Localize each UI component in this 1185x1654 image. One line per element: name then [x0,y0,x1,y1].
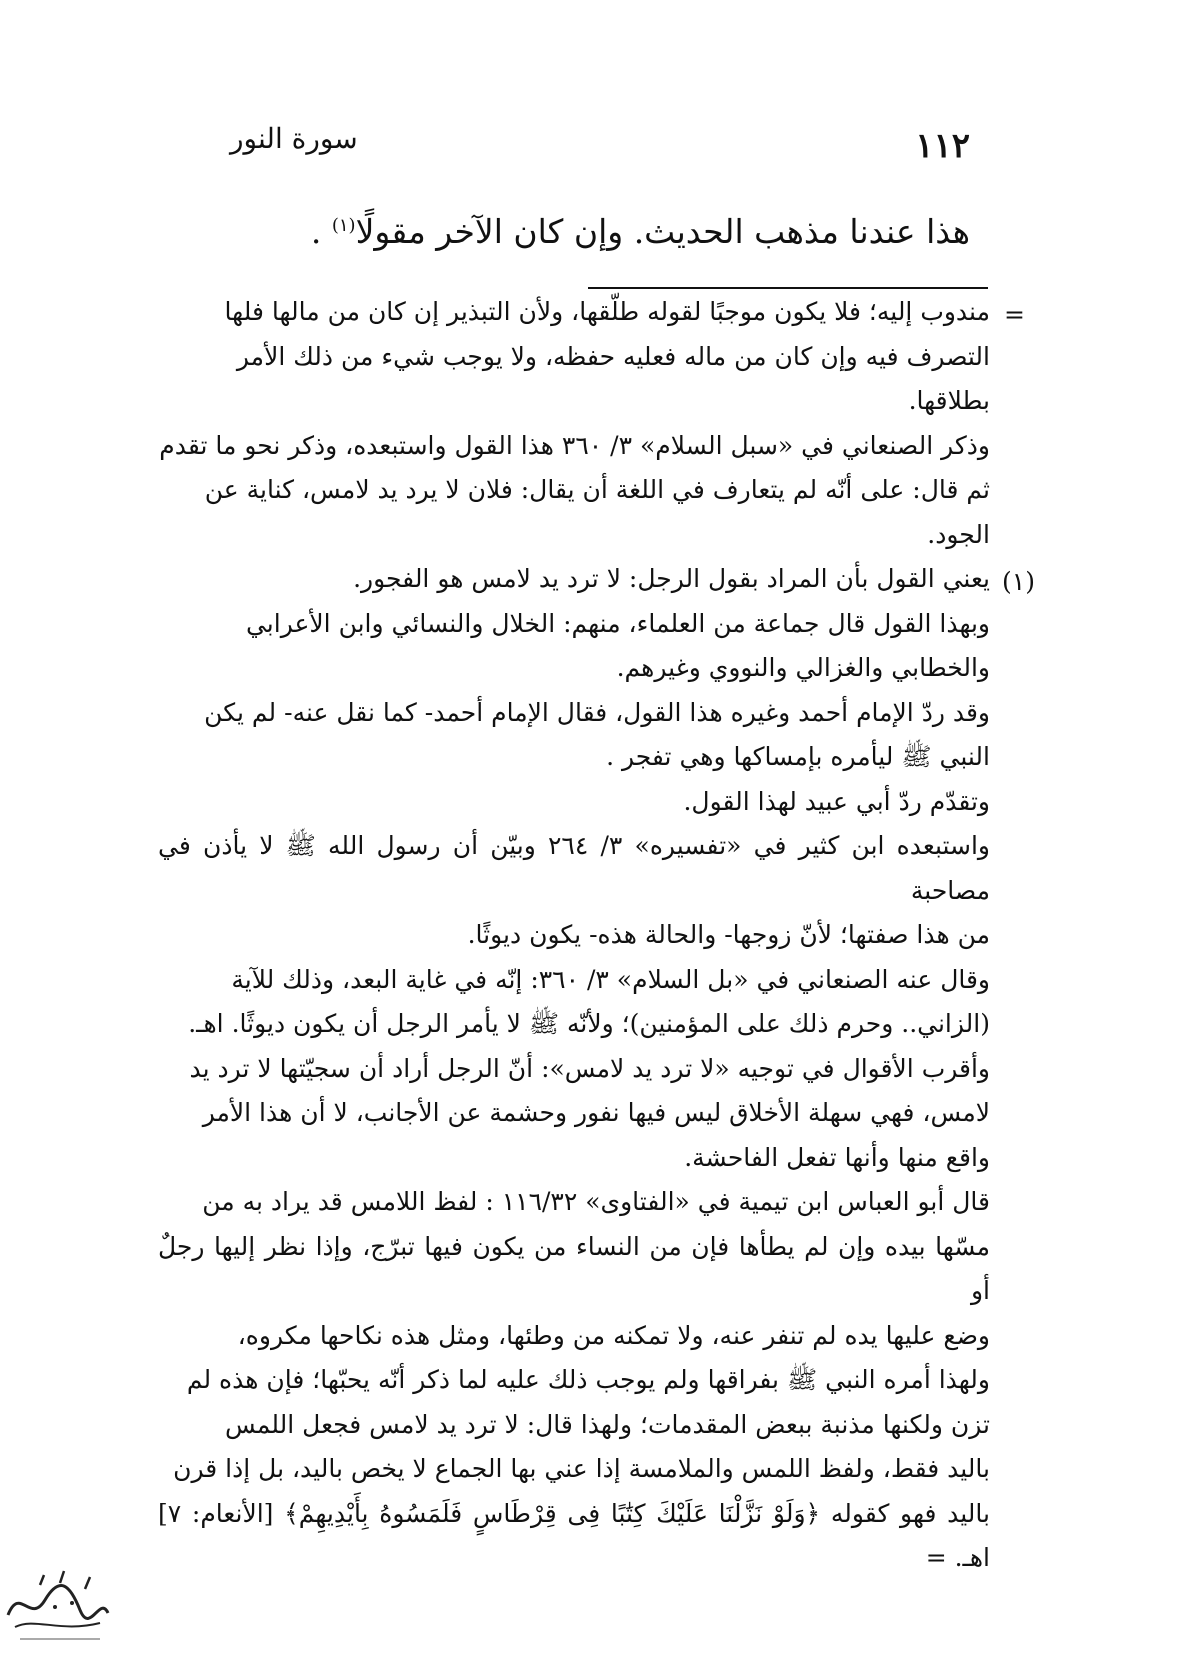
footnote-line: ولهذا أمره النبي ﷺ بفراقها ولم يوجب ذلك عليه لما ذكر أنّه يحبّها؛ فإن هذه لم [186,1365,990,1394]
footnote-line: تزن ولكنها مذنبة ببعض المقدمات؛ ولهذا قال: لا ترد يد لامس فجعل اللمس [225,1409,990,1439]
footnote-line: وبهذا القول قال جماعة من العلماء، منهم: الخلال والنسائي وابن الأعرابي [245,608,990,638]
footnote-line: مندوب إليه؛ فلا يكون موجبًا لقوله طلّقها، ولأن التبذير إن كان من مالها فلها [224,297,990,326]
footnote-line: باليد فقط، ولفظ اللمس والملامسة إذا عني بها الجماع لا يخص باليد، بل إذا قرن [173,1454,990,1483]
continuation-mark: = [1004,300,1025,329]
footnote-line: يعني القول بأن المراد بقول الرجل: لا ترد يد لامس هو الفجور. [353,564,990,593]
footnote-line: وأقرب الأقوال في توجيه «لا ترد يد لامس»: أنّ الرجل أراد أن سجيّتها لا ترد يد [189,1053,990,1083]
footnote-line: التصرف فيه وإن كان من ماله فعليه حفظه، ولا يوجب شيء من ذلك الأمر [236,341,990,371]
main-body-text [210,196,970,262]
footnote-line: لامس، فهي سهلة الأخلاق ليس فيها نفور وحشمة عن الأجانب، لا أن هذا الأمر [202,1098,990,1127]
footnote-line: وقال عنه الصنعاني في «بل السلام» ٣/ ٣٦٠: إنّه في غاية البعد، وذلك للآية [231,964,990,994]
footnote-line: ثم قال: على أنّه لم يتعارف في اللغة أن يقال: فلان لا يرد يد لامس، كناية عن [204,475,990,504]
page-number: ١١٢ [915,126,970,166]
footnote-line: وضع عليها يده لم تنفر عنه، ولا تمكنه من وطئها، ومثل هذه نكاحها مكروه، [237,1320,990,1350]
footnote-separator [588,287,988,289]
publisher-logo [0,1555,115,1650]
footnote-line: واستبعده ابن كثير في «تفسيره» ٣/ ٢٦٤ وبيّن أن رسول الله ﷺ لا يأذن في مصاحبة [158,831,991,905]
footnote-line: وتقدّم ردّ أبي عبيد لهذا القول. [683,786,990,816]
page-header [230,118,970,168]
footnote-line: بطلاقها. [908,386,990,415]
footnote-number: (١) [1002,567,1035,596]
footnote-line: النبي ﷺ ليأمره بإمساكها وهي تفجر . [606,742,990,771]
footnote-line: الجود. [927,519,990,549]
footnote-line: باليد فهو كقوله ﴿وَلَوْ نَزَّلْنَا عَلَيْكَ كِتَٰبًا فِى قِرْطَاسٍ فَلَمَسُوهُ بِأَيْدِيهِمْ﴾ [الأنعام: ٧] اهـ. = [158,1498,990,1572]
footnote-line: من هذا صفتها؛ لأنّ زوجها- والحالة هذه- يكون ديوثًا. [467,920,990,949]
surah-title: سورة النور [230,122,358,155]
footnote-line: قال أبو العباس ابن تيمية في «الفتاوى» ١١٦/٣٢ : لفظ اللامس قد يراد به من [202,1187,990,1216]
footnote-line: (الزاني.. وحرم ذلك على المؤمنين)؛ ولأنّه ﷺ لا يأمر الرجل أن يكون ديوثًا. اهـ. [188,1009,990,1038]
footnote-line: والخطابي والغزالي والنووي وغيرهم. [616,653,990,682]
footnote-line: مسّها بيده وإن لم يطأها فإن من النساء من يكون فيها تبرّج، وإذا نظر إليها رجلٌ أو [158,1231,990,1305]
main-line-end: . [310,212,332,251]
footnote-line: وقد ردّ الإمام أحمد وغيره هذا القول، فقال الإمام أحمد- كما نقل عنه- لم يكن [204,697,990,727]
calligraphy-logo-icon [0,1555,115,1650]
footnote-reference: (١) [331,215,356,236]
main-line: هذا عندنا مذهب الحديث. وإن كان الآخر مقولًا [355,212,970,251]
footnote-line: واقع منها وأنها تفعل الفاحشة. [684,1142,990,1172]
footnotes-block [158,290,990,1581]
footnote-line: وذكر الصنعاني في «سبل السلام» ٣/ ٣٦٠ هذا القول واستبعده، وذكر نحو ما تقدم [159,430,990,460]
